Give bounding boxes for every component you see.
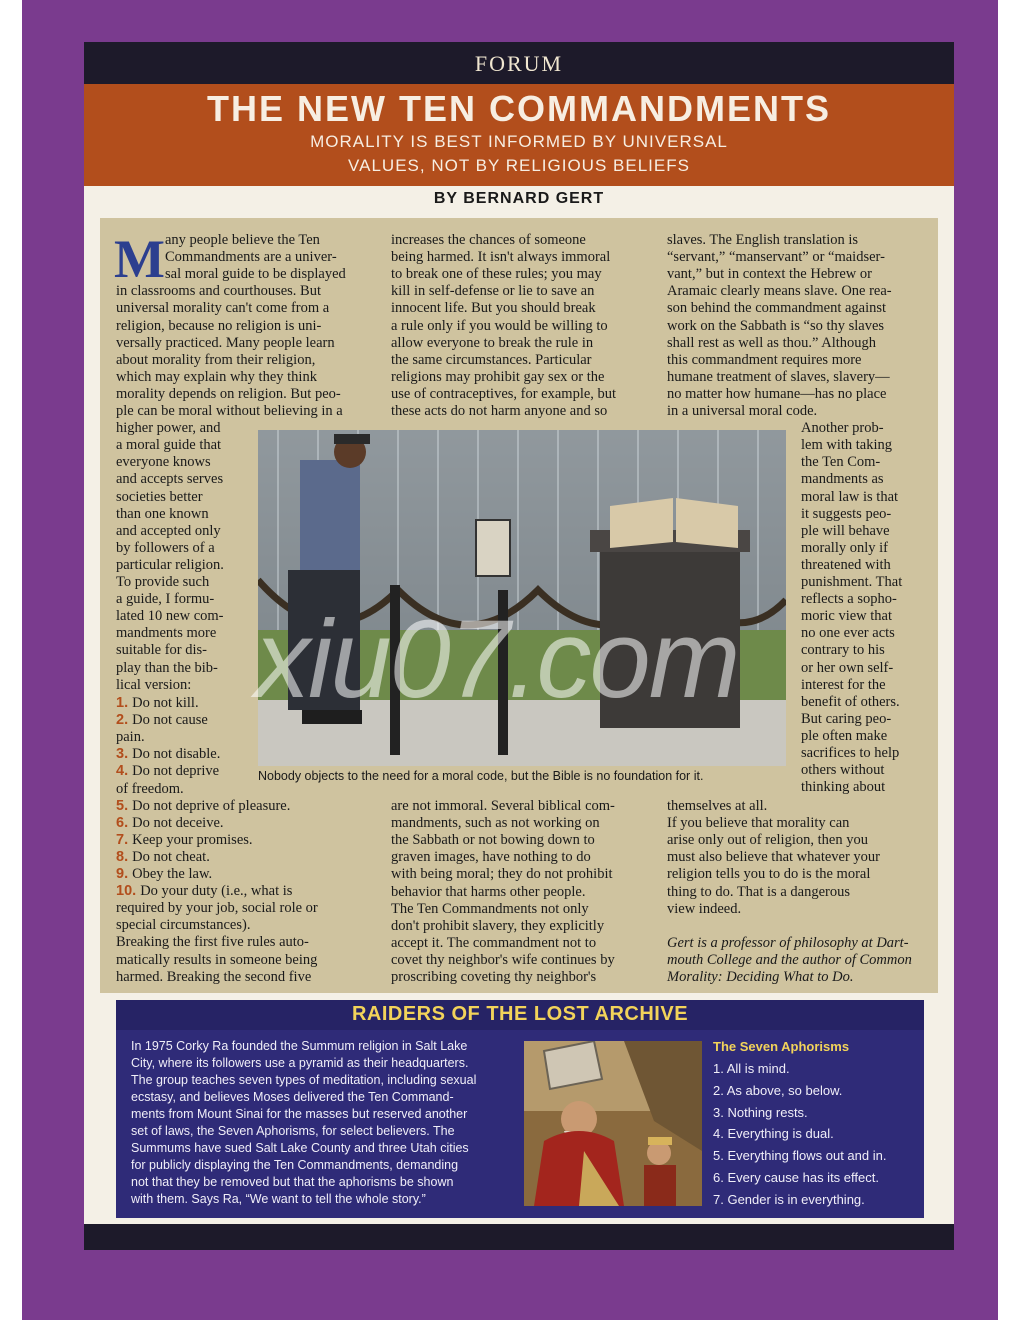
aphorism-item — [713, 1083, 842, 1098]
col2-line: kill in self-defense or lie to save an — [391, 283, 595, 300]
col3-line: contrary to his — [801, 642, 885, 659]
aphorism-text: Everything flows out and in. — [727, 1148, 887, 1164]
sidebar-body-line: Summums have sued Salt Lake County and three Utah cities — [131, 1141, 469, 1155]
col1-line: required by your job, social role or — [116, 900, 318, 917]
subtitle-line-2: VALUES, NOT BY RELIGIOUS BELIEFS — [348, 156, 690, 175]
col2-line: accept it. The commandment not to — [391, 934, 597, 951]
col2-line: the Sabbath or not bowing down to — [391, 832, 595, 849]
col1-line: mandments more — [116, 625, 217, 642]
commandment-number: 3. — [116, 746, 133, 763]
col2-line: allow everyone to break the rule in — [391, 334, 594, 351]
col3-line: must also believe that whatever your — [667, 849, 881, 866]
col2-line: being harmed. It isn't always immoral — [391, 249, 611, 266]
aphorism-number: 7. — [713, 1191, 728, 1207]
col3-line: the Ten Com- — [801, 454, 881, 471]
col3-line: no matter how humane—has no place — [667, 385, 887, 402]
commandment-item — [116, 781, 184, 798]
sidebar-body-line: The group teaches seven types of meditation, including sexual — [131, 1073, 477, 1087]
col3-line: thing to do. That is a dangerous — [667, 883, 850, 900]
col2-line: graven images, have nothing to do — [391, 849, 591, 866]
commandment-number: 4. — [116, 763, 133, 780]
col3-line: threatened with — [801, 556, 891, 573]
col2-line: covet thy neighbor's wife continues by — [391, 951, 615, 968]
title-band — [84, 84, 954, 186]
sidebar-title: RAIDERS OF THE LOST ARCHIVE — [351, 1003, 689, 1025]
commandment-number: 5. — [116, 797, 133, 814]
commandment-number: 10. — [116, 883, 141, 900]
col1-line: matically results in someone being — [116, 951, 318, 968]
col3-line: reflects a sopho- — [801, 591, 897, 608]
aphorism-item — [713, 1105, 808, 1120]
author-bio-line: Morality: Deciding What to Do. — [667, 969, 854, 986]
sidebar-body-line: ecstasy, and believes Moses delivered the Ten Command- — [131, 1090, 454, 1104]
commandment-item — [116, 849, 210, 866]
col3-line: If you believe that morality can — [667, 815, 850, 832]
aphorism-number: 5. — [713, 1148, 728, 1164]
col3-line: view indeed. — [667, 900, 742, 917]
col1-line: everyone knows — [116, 454, 211, 471]
col1-line: and accepts serves — [116, 471, 224, 488]
col1-line: sal moral guide to be displayed — [165, 266, 346, 283]
aphorism-item — [713, 1061, 790, 1076]
col3-line: “servant,” “manservant” or “maidser- — [667, 249, 885, 266]
aphorism-text: All is mind. — [726, 1061, 790, 1076]
col2-line: these acts do not harm anyone and so — [391, 403, 608, 419]
aphorism-text: Gender is in everything. — [727, 1191, 865, 1207]
col3-line: no one ever acts — [801, 625, 895, 642]
commandment-text: Do not deprive of pleasure. — [132, 797, 291, 814]
moses-painting-illustration — [524, 1041, 702, 1206]
footer-band — [84, 1224, 954, 1250]
commandment-item — [116, 815, 224, 832]
col1-line: ple can be moral without believing in a — [116, 403, 343, 419]
aphorism-text: Nothing rests. — [727, 1104, 808, 1120]
col3-line: sacrifices to help — [801, 745, 900, 761]
commandment-text: Keep your promises. — [132, 831, 253, 848]
commandment-text: Obey the law. — [132, 866, 213, 882]
col3-line: themselves at all. — [667, 798, 768, 814]
moses-painting — [524, 1041, 702, 1206]
col3-line: humane treatment of slaves, slavery— — [667, 368, 890, 385]
col1-line: morality depends on religion. But peo- — [116, 385, 341, 402]
commandment-number: 7. — [116, 831, 133, 848]
commandment-item — [116, 832, 253, 849]
byline: BY BERNARD GERT — [433, 190, 605, 207]
drop-cap: M — [114, 229, 165, 289]
author-bio-line: mouth College and the author of Common — [667, 952, 912, 969]
col3-line: benefit of others. — [801, 693, 900, 710]
col1-line: in classrooms and courthouses. But — [116, 283, 321, 300]
col2-line: proscribing coveting thy neighbor's — [391, 969, 597, 985]
sidebar-body-line: In 1975 Corky Ra founded the Summum religion in Salt Lake — [131, 1039, 468, 1053]
sidebar-body-line: for publicly displaying the Ten Commandments, demanding — [131, 1158, 459, 1172]
col3-line: shall rest as well as thou.” Although — [667, 334, 877, 351]
commandment-text: Do not cheat. — [132, 848, 210, 865]
aphorism-item — [713, 1148, 886, 1163]
col1-line: a moral guide that — [116, 437, 222, 454]
commandment-item — [116, 746, 220, 763]
col2-line: mandments, such as not working on — [391, 815, 600, 832]
sidebar-body-line: not that they be removed but that the aphorisms be shown — [131, 1175, 454, 1189]
col2-line: The Ten Commandments not only — [391, 900, 589, 917]
col1-line: special circumstances). — [116, 917, 251, 934]
col3-line: ple often make — [801, 727, 888, 744]
col1-line: societies better — [116, 488, 203, 505]
sidebar-body-line: City, where its followers use a pyramid as their headquarters. — [131, 1056, 469, 1070]
col3-line: ple will behave — [801, 522, 890, 539]
col3-line: Aramaic clearly means slave. One rea- — [667, 283, 892, 300]
col1-line: and accepted only — [116, 522, 221, 539]
col1-line: which may explain why they think — [116, 368, 317, 385]
col2-line: behavior that harms other people. — [391, 883, 586, 900]
commandment-text: Do not cause — [132, 712, 208, 729]
col1-line: lated 10 new com- — [116, 608, 224, 625]
commandment-text: of freedom. — [116, 780, 184, 797]
col1-line: lical version: — [116, 676, 192, 693]
col3-line: son behind the commandment against — [667, 300, 887, 317]
col1-line: Commandments are a univer- — [165, 249, 337, 266]
commandment-text: Do not disable. — [132, 746, 221, 763]
col1-line: Breaking the first five rules auto- — [116, 934, 309, 951]
col3-line: morally only if — [801, 539, 888, 556]
photo-caption: Nobody objects to the need for a moral code, but the Bible is no foundation for it. — [258, 769, 704, 783]
col3-line: interest for the — [801, 676, 886, 693]
aphorism-number: 2. — [713, 1082, 727, 1098]
commandment-item — [116, 763, 219, 780]
col1-line: than one known — [116, 505, 209, 522]
sidebar-body-line: set of laws, the Seven Aphorisms, for select believers. The — [131, 1124, 455, 1138]
col1-line: universal morality can't come from a — [116, 300, 330, 317]
col2-line: the same circumstances. Particular — [391, 351, 592, 368]
col1-line: higher power, and — [116, 420, 221, 437]
col1-line: To provide such — [116, 574, 210, 590]
aphorisms-title: The Seven Aphorisms — [713, 1039, 850, 1054]
aphorism-item — [713, 1170, 879, 1185]
col3-line: in a universal moral code. — [667, 403, 818, 419]
col3-line: others without — [801, 762, 885, 779]
col3-line: thinking about — [801, 779, 886, 796]
sidebar-body-line: ments from Mount Sinai for the masses but reserved another — [131, 1107, 468, 1121]
col1-line: particular religion. — [116, 556, 224, 573]
col3-line: religion tells you to do is the moral — [667, 866, 871, 883]
aphorism-text: Every cause has its effect. — [727, 1170, 879, 1185]
commandment-item — [116, 695, 199, 712]
col1-line: by followers of a — [116, 539, 215, 556]
col2-line: innocent life. But you should break — [391, 300, 596, 317]
aphorism-number: 6. — [713, 1170, 728, 1185]
commandment-text: pain. — [116, 729, 145, 746]
col3-line: or her own self- — [801, 659, 894, 676]
commandment-number: 2. — [116, 712, 133, 729]
col3-line: moral law is that — [801, 488, 899, 505]
col2-line: don't prohibit slavery, they explicitly — [391, 917, 605, 934]
col3-line: But caring peo- — [801, 710, 892, 727]
col1-line: a guide, I formu- — [116, 591, 215, 608]
col1-line: versally practiced. Many people learn — [116, 334, 335, 351]
subtitle-line-1: MORALITY IS BEST INFORMED BY UNIVERSAL — [310, 132, 728, 151]
col1-line: religion, because no religion is uni- — [116, 317, 322, 334]
article-title: THE NEW TEN COMMANDMENTS — [207, 88, 831, 129]
commandment-item — [116, 798, 290, 815]
author-bio-line: Gert is a professor of philosophy at Dart- — [667, 935, 909, 951]
aphorism-item — [713, 1126, 834, 1141]
commandment-number: 1. — [116, 695, 133, 711]
aphorism-text: As above, so below. — [726, 1082, 843, 1098]
col3-line: moric view that — [801, 608, 893, 625]
commandment-text: Do not deceive. — [132, 814, 224, 831]
commandment-item — [116, 712, 208, 729]
col3-line: this commandment requires more — [667, 351, 862, 368]
section-bar — [84, 42, 954, 84]
col3-line: mandments as — [801, 471, 884, 488]
commandment-item — [116, 883, 292, 900]
sidebar-title-bar — [116, 1000, 924, 1030]
aphorism-number: 4. — [713, 1126, 728, 1142]
commandment-number: 6. — [116, 814, 133, 831]
col3-line: Another prob- — [801, 420, 884, 437]
col2-line: with being moral; they do not prohibit — [391, 866, 613, 883]
aphorism-number: 3. — [713, 1104, 728, 1120]
col2-line: religions may prohibit gay sex or the — [391, 368, 605, 385]
col3-line: vant,” but in context the Hebrew or — [667, 266, 872, 283]
col2-line: a rule only if you would be willing to — [391, 317, 608, 334]
section-label: FORUM — [474, 51, 564, 76]
col2-line: are not immoral. Several biblical com- — [391, 798, 615, 814]
commandment-number: 9. — [116, 866, 133, 882]
watermark: xiu07.com — [255, 598, 739, 721]
col1-line: play than the bib- — [116, 659, 218, 676]
sidebar-body-line: with them. Says Ra, “We want to tell the whole story.” — [131, 1192, 426, 1206]
col3-line: work on the Sabbath is “so thy slaves — [667, 317, 885, 334]
col1-line: any people believe the Ten — [165, 232, 320, 248]
commandment-text: Do not kill. — [132, 695, 199, 711]
col1-line: about morality from their religion, — [116, 351, 316, 368]
aphorism-item — [713, 1192, 865, 1207]
col2-line: to break one of these rules; you may — [391, 266, 602, 283]
commandment-number: 8. — [116, 848, 133, 865]
commandment-text: Do your duty (i.e., what is — [140, 883, 293, 900]
col3-line: punishment. That — [801, 574, 903, 590]
col1-line: suitable for dis- — [116, 642, 208, 659]
aphorism-number: 1. — [713, 1061, 727, 1076]
col3-line: lem with taking — [801, 437, 893, 454]
commandment-text: Do not deprive — [132, 763, 220, 780]
commandment-item — [116, 729, 145, 746]
commandment-item — [116, 866, 212, 883]
col2-line: increases the chances of someone — [391, 232, 586, 248]
col3-line: arise only out of religion, then you — [667, 832, 868, 849]
col3-line: it suggests peo- — [801, 505, 892, 522]
aphorism-text: Everything is dual. — [727, 1126, 834, 1142]
col1-line: harmed. Breaking the second five — [116, 968, 312, 985]
col3-line: slaves. The English translation is — [667, 232, 859, 248]
col2-line: use of contraceptives, for example, but — [391, 385, 617, 402]
